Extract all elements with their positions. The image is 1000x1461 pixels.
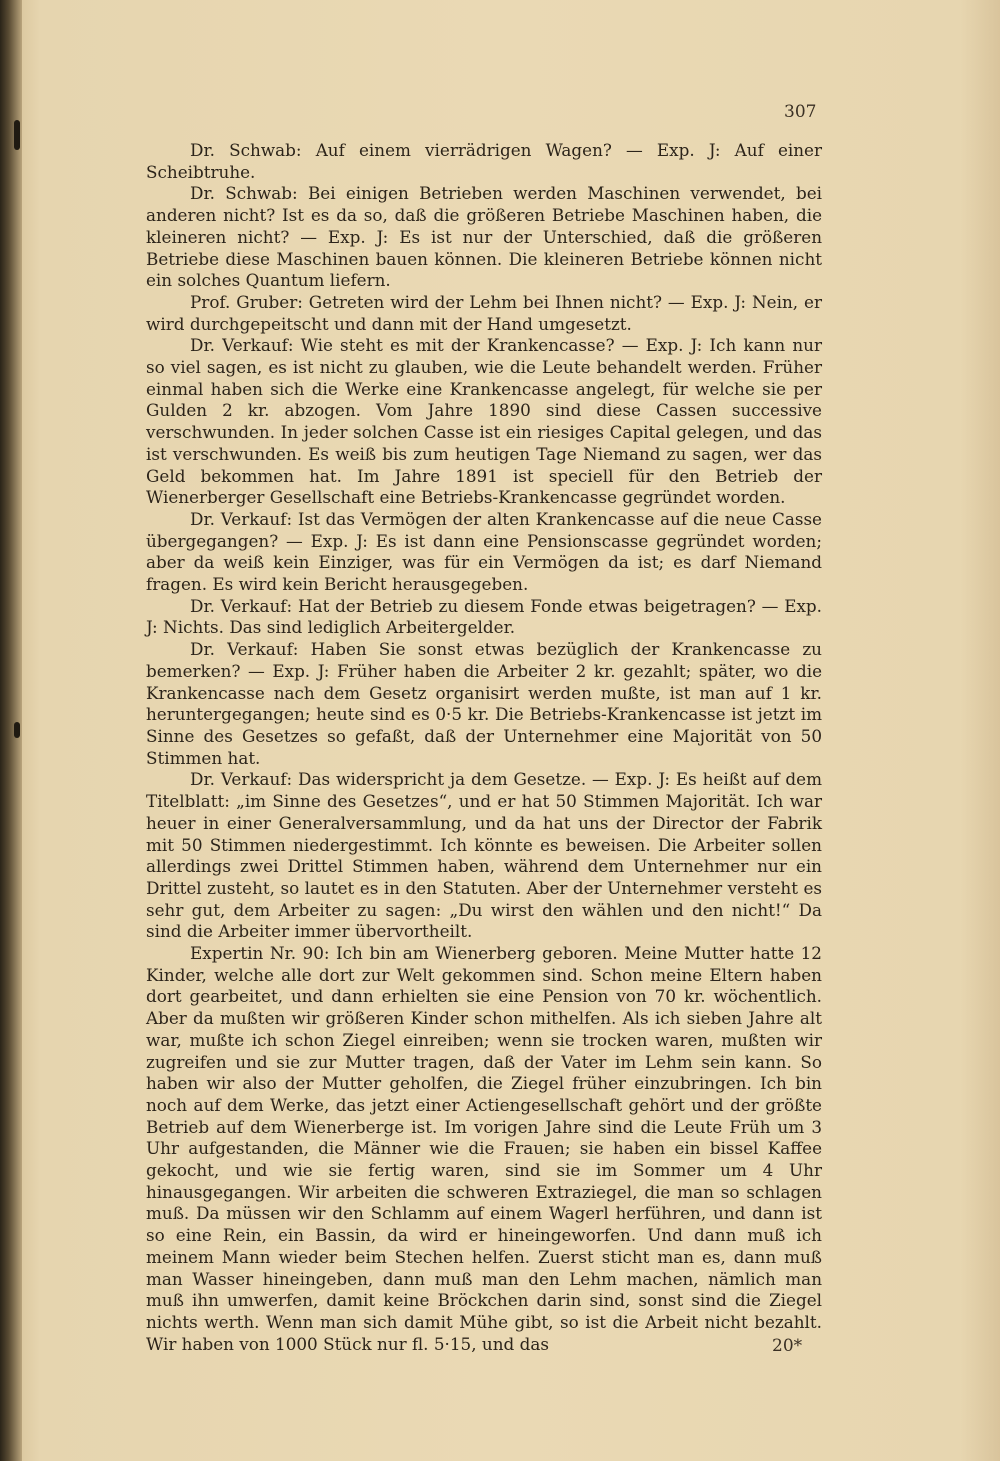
paragraph: Dr. Verkauf: Haben Sie sonst etwas bezüglich der Krankencasse zu bemerken? — Exp. J: Früher haben die Arbeiter 2 kr. gezahlt; später, wo die Krankencasse nach dem Gesetz organisirt werden mußte, ist man auf 1 kr. heruntergegangen; heute sind es 0·5 kr. Die Betriebs-Krankencasse ist jetzt im Sinne des Gesetzes so gefaßt, daß der Unternehmer eine Majorität von 50 Stimmen hat. [146,639,822,768]
paragraph: Dr. Schwab: Bei einigen Betrieben werden Maschinen verwendet, bei anderen nicht? Ist es da so, daß die größeren Betriebe Maschinen haben, die kleineren nicht? — Exp. J: Es ist nur der Unterschied, daß die größeren Betriebe diese Maschinen bauen können. Die kleineren Betriebe können nicht ein solches Quantum liefern. [146,183,822,291]
page-number: 307 [784,102,817,122]
paragraph: Dr. Schwab: Auf einem vierrädrigen Wagen? — Exp. J: Auf einer Scheibtruhe. [146,140,822,182]
paragraph: Dr. Verkauf: Wie steht es mit der Krankencasse? — Exp. J: Ich kann nur so viel sagen, es ist nicht zu glauben, wie die Leute behandelt werden. Früher einmal haben sich die Werke eine Krankencasse angelegt, für welche sie per Gulden 2 kr. abzogen. Vom Jahre 1890 sind diese Cassen successive verschwunden. In jeder solchen Casse ist ein riesiges Capital gelegen, und das ist verschwunden. Es weiß bis zum heutigen Tage Niemand zu sagen, wer das Geld bekommen hat. Im Jahre 1891 ist speciell für den Betrieb der Wienerberger Gesellschaft eine Betriebs-Krankencasse gegründet worden. [146,335,822,508]
signature-mark: 20* [772,1336,803,1356]
paragraph: Dr. Verkauf: Hat der Betrieb zu diesem Fonde etwas beigetragen? — Exp. J: Nichts. Das sind lediglich Arbeitergelder. [146,595,822,638]
book-spine [0,0,22,1461]
body-text [146,140,822,1355]
spine-mark [14,722,20,738]
paragraph: Dr. Verkauf: Das widerspricht ja dem Gesetze. — Exp. J: Es heißt auf dem Titelblatt: „im Sinne des Gesetzes“, und er hat 50 Stimmen Majorität. Ich war heuer in einer Generalversammlung, und da hat uns der Director der Fabrik mit 50 Stimmen niedergestimmt. Ich könnte es beweisen. Die Arbeiter sollen allerdings zwei Drittel Stimmen haben, während dem Unternehmer nur ein Drittel zusteht, so lautet es in den Statuten. Aber der Unternehmer versteht es sehr gut, dem Arbeiter zu sagen: „Du wirst den wählen und den nicht!“ Da sind die Arbeiter immer übervortheilt. [146,769,822,942]
paragraph: Expertin Nr. 90: Ich bin am Wienerberg geboren. Meine Mutter hatte 12 Kinder, welche alle dort zur Welt gekommen sind. Schon meine Eltern haben dort gearbeitet, und dann erhielten sie eine Pension von 70 kr. wöchentlich. Aber da mußten wir größeren Kinder schon mithelfen. Als ich sieben Jahre alt war, mußte ich schon Ziegel einreiben; wenn sie trocken waren, mußten wir zugreifen und sie zur Mutter tragen, daß der Vater im Lehm sein kann. So haben wir also der Mutter geholfen, die Ziegel früher einzubringen. Ich bin noch auf dem Werke, das jetzt einer Actiengesellschaft gehört und der größte Betrieb auf dem Wienerberge ist. Im vorigen Jahre sind die Leute Früh um 3 Uhr aufgestanden, die Männer wie die Frauen; sie haben ein bissel Kaffee gekocht, und wie sie fertig waren, sind sie im Sommer um 4 Uhr hinausgegangen. Wir arbeiten die schweren Extraziegel, die man so schlagen muß. Da müssen wir den Schlamm auf einem Wagerl herführen, und dann ist so eine Rein, ein Bassin, da wird er hineingeworfen. Und dann muß ich meinem Mann wieder beim Stechen helfen. Zuerst sticht man es, dann muß man Wasser hineingeben, dann muß man den Lehm machen, nämlich man muß ihn umwerfen, damit keine Bröckchen darin sind, sonst sind die Ziegel nichts werth. Wenn man sich damit Mühe gibt, so ist die Arbeit nicht bezahlt. Wir haben von 1000 Stück nur fl. 5·15, und das [146,943,822,1354]
paragraph: Dr. Verkauf: Ist das Vermögen der alten Krankencasse auf die neue Casse übergegangen? — Exp. J: Es ist dann eine Pensionscasse gegründet worden; aber da weiß kein Einziger, was für ein Vermögen da ist; es darf Niemand fragen. Es wird kein Bericht herausgegeben. [146,508,822,595]
paragraph: Prof. Gruber: Getreten wird der Lehm bei Ihnen nicht? — Exp. J: Nein, er wird durchgepeitscht und dann mit der Hand umgesetzt. [146,291,822,334]
spine-mark [14,120,20,150]
